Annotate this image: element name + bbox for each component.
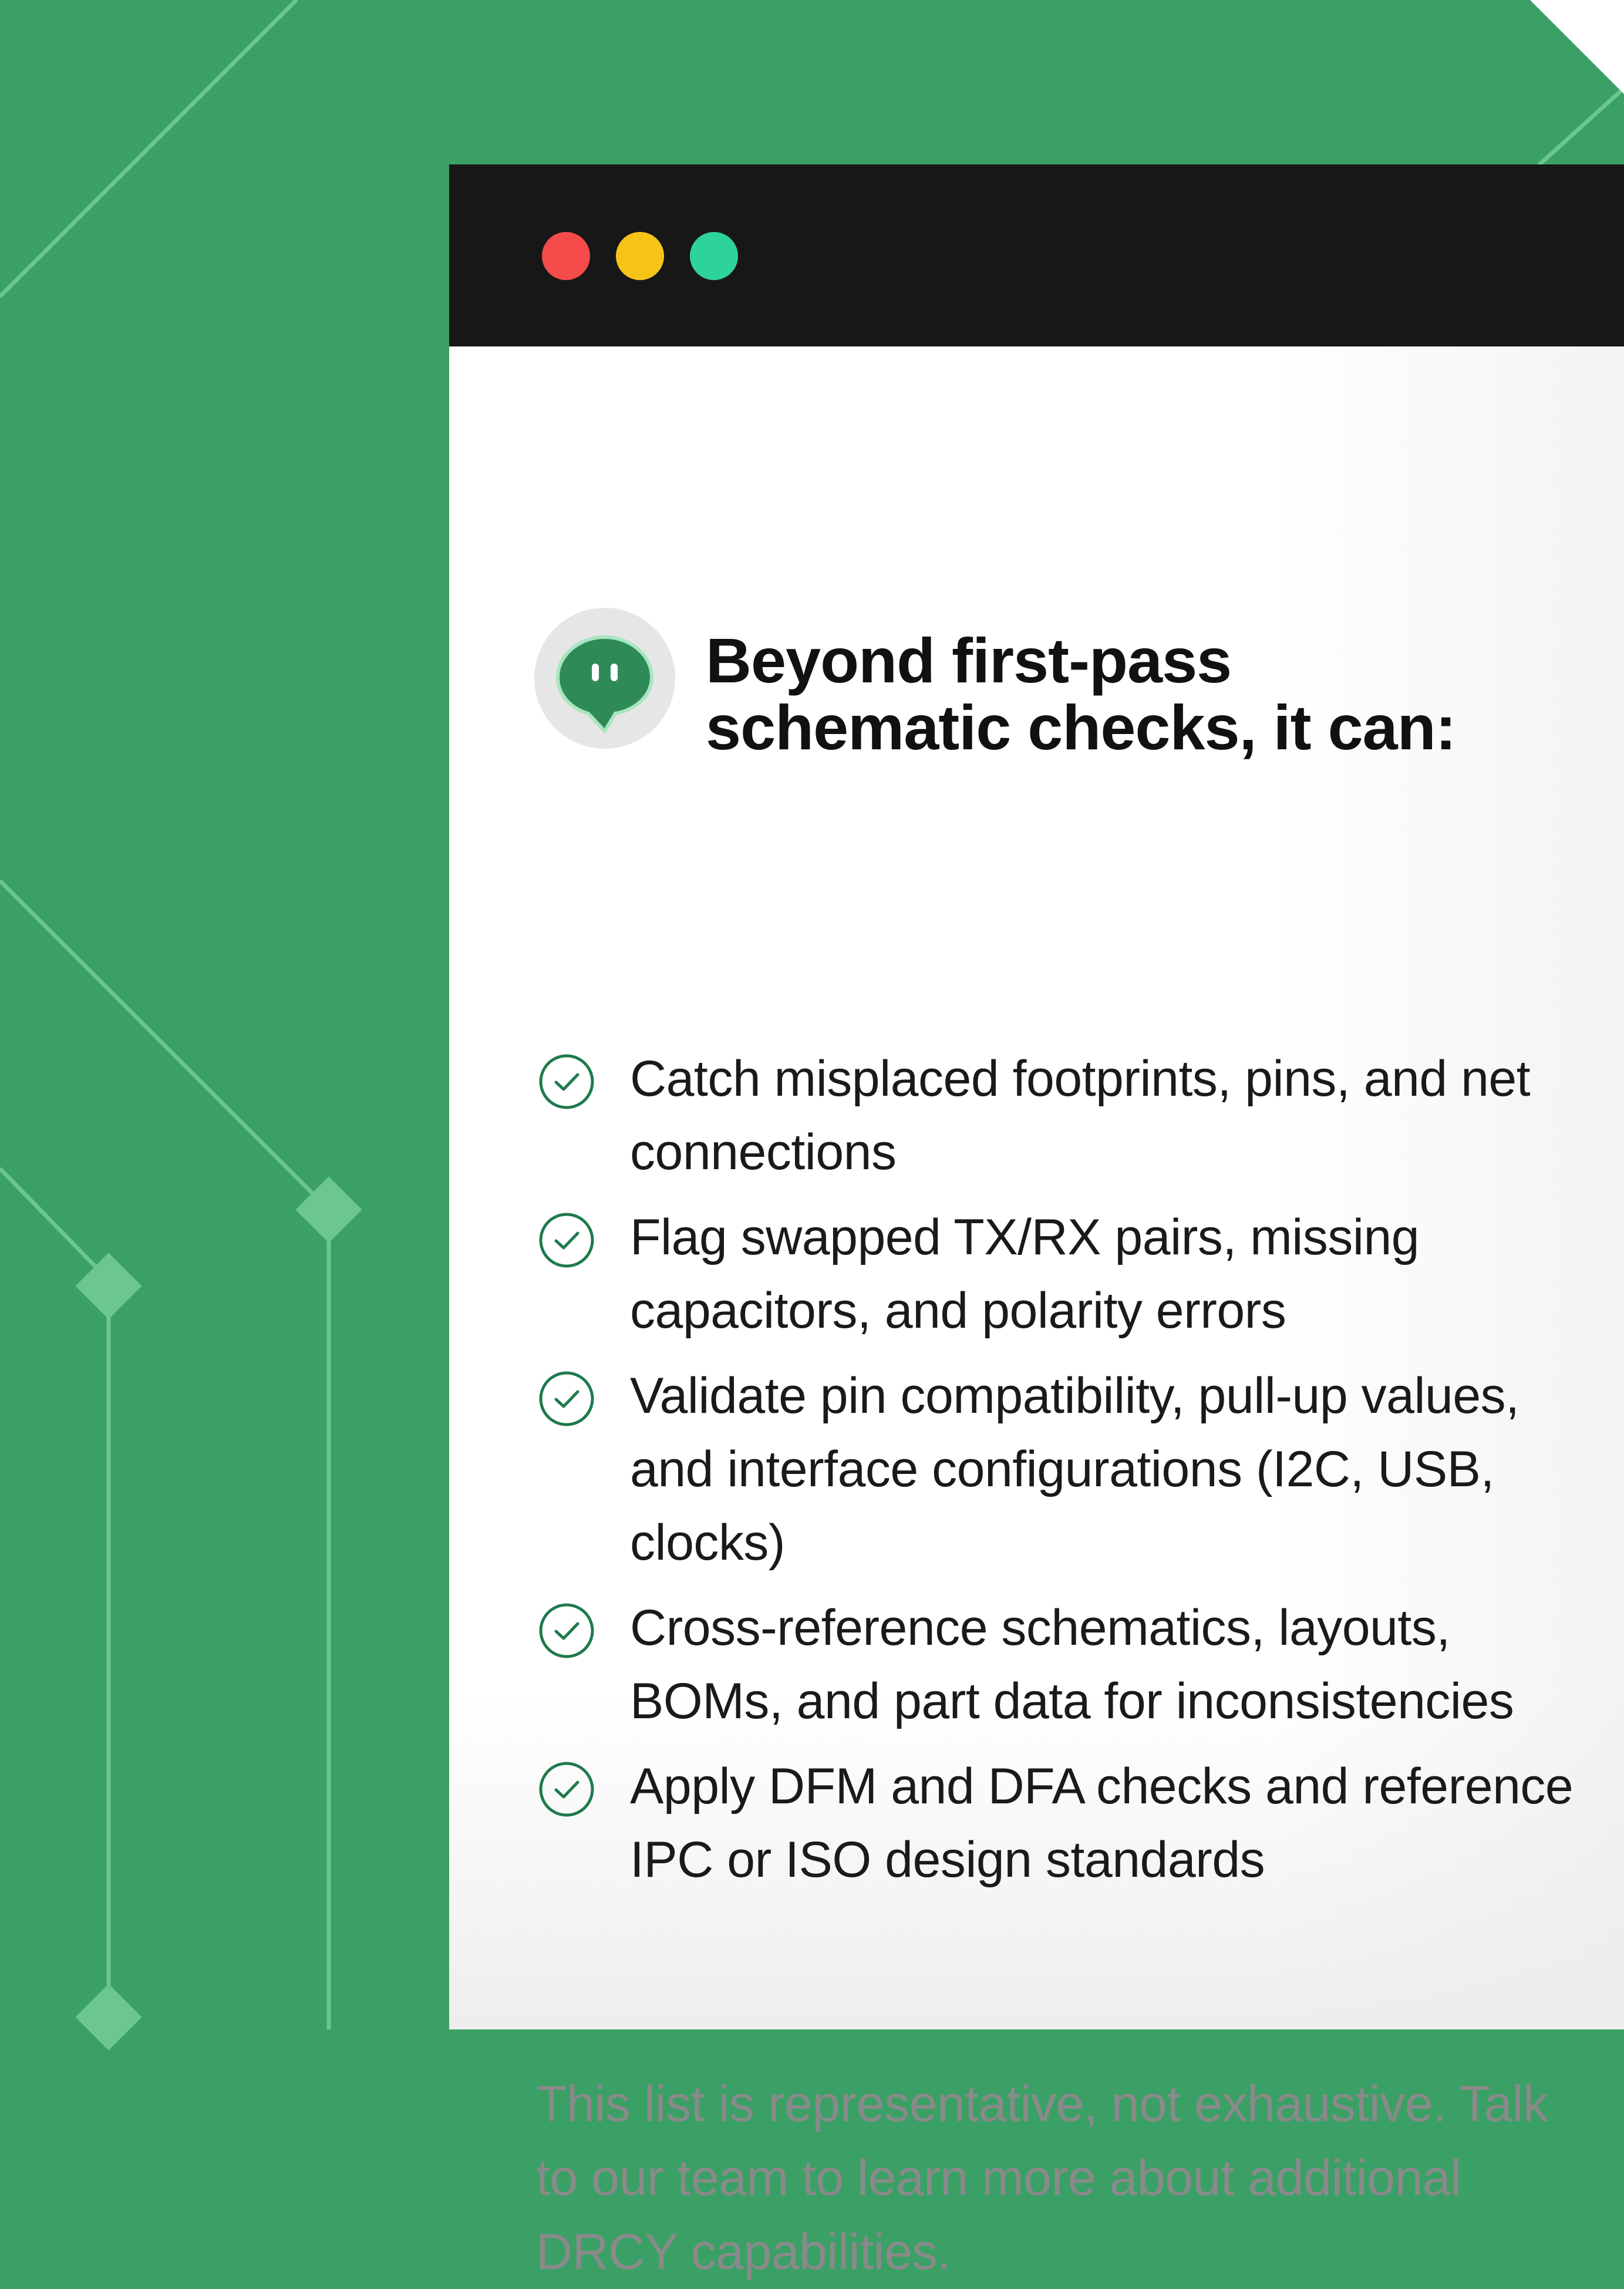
feature-text: Catch misplaced footprints, pins, and net connections: [630, 1051, 1531, 1180]
close-dot[interactable]: [542, 232, 590, 280]
feature-text: Apply DFM and DFA checks and reference IPC or ISO design standards: [630, 1758, 1574, 1888]
app-window: [449, 164, 1624, 2280]
feature-item: [537, 1042, 1594, 1189]
feature-text: Cross-reference schematics, layouts, BOMs, and part data for inconsistencies: [630, 1600, 1514, 1729]
check-circle-icon: [537, 1369, 596, 1428]
feature-list: [537, 1042, 1594, 1908]
chat-bubble-icon: [534, 608, 675, 749]
feature-item: [537, 1359, 1594, 1580]
feature-item: [537, 1201, 1594, 1348]
heading-line-1: Beyond first-pass: [706, 625, 1232, 696]
footnote: This list is representative, not exhaustive. Talk to our team to learn more about additional DRCY capabilities.: [536, 2076, 1548, 2280]
window-content: [449, 346, 1624, 2280]
feature-item: [537, 1591, 1594, 1738]
feature-item: [537, 1750, 1594, 1897]
check-circle-icon: [537, 1211, 596, 1270]
page-heading: [706, 627, 1586, 761]
maximize-dot[interactable]: [690, 232, 738, 280]
logo: [534, 608, 675, 749]
feature-text: Flag swapped TX/RX pairs, missing capacitors, and polarity errors: [630, 1209, 1420, 1339]
check-circle-icon: [537, 1601, 596, 1660]
heading-line-2: schematic checks, it can:: [706, 692, 1456, 763]
feature-text: Validate pin compatibility, pull-up values, and interface configurations (I2C, USB, clocks): [630, 1368, 1519, 1571]
minimize-dot[interactable]: [616, 232, 664, 280]
check-circle-icon: [537, 1760, 596, 1819]
check-circle-icon: [537, 1052, 596, 1111]
window-titlebar: [449, 164, 1624, 346]
